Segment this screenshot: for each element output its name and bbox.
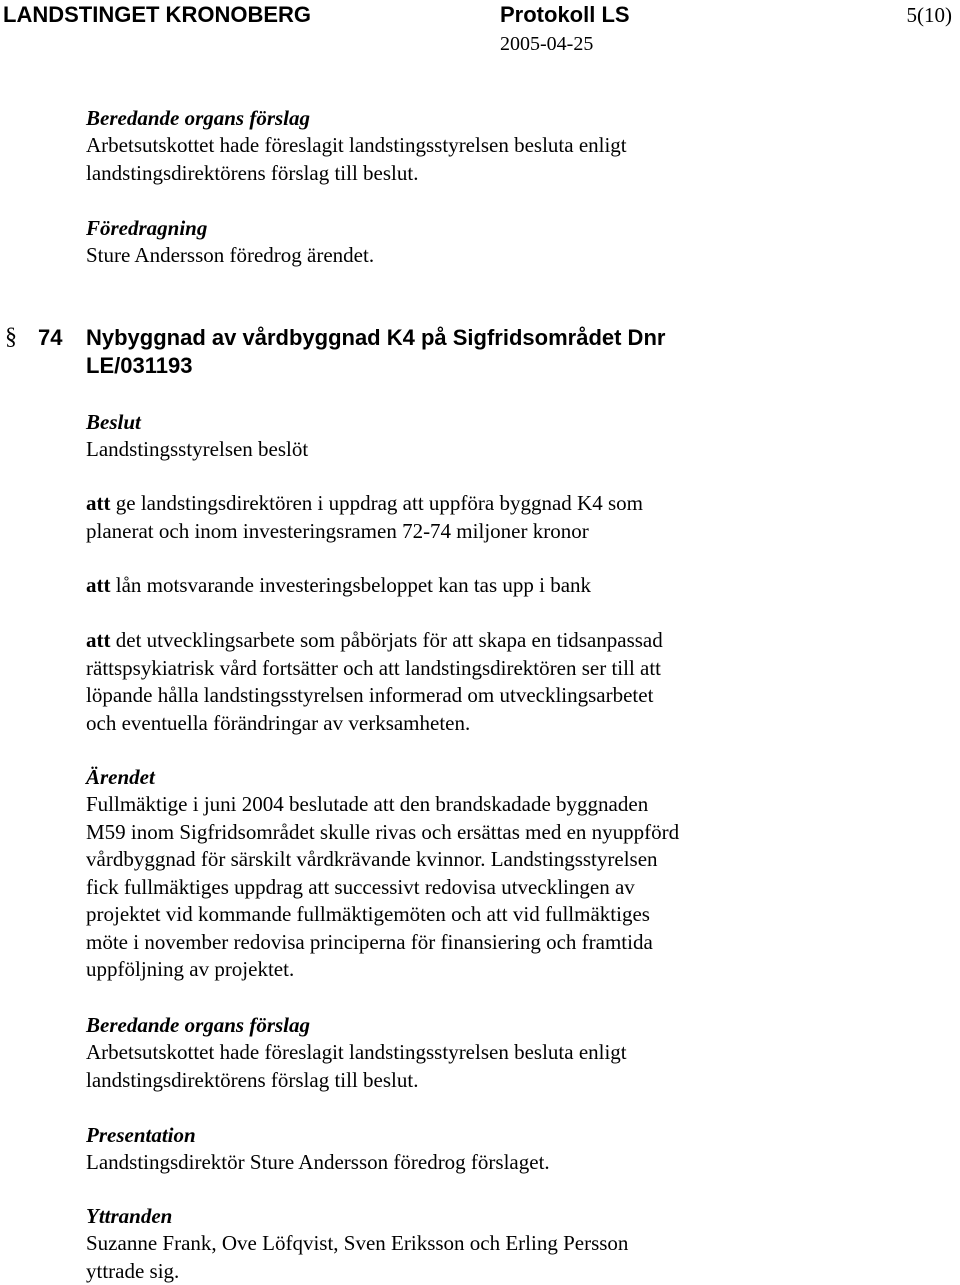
att-clause-1: [86, 490, 643, 545]
att-keyword: att: [86, 491, 111, 515]
page-number: 5(10): [907, 2, 953, 30]
beredande-text-top: [86, 132, 627, 187]
text-line: projektet vid kommande fullmäktigemöten och att vid fullmäktiges: [86, 901, 679, 929]
document-date: 2005-04-25: [500, 31, 593, 59]
beslut-intro: Landstingsstyrelsen beslöt: [86, 436, 308, 464]
text-line: Fullmäktige i juni 2004 beslutade att den brandskadade byggnaden: [86, 791, 679, 819]
text-line: [86, 490, 643, 518]
text-line: löpande hålla landstingsstyrelsen informerad om utvecklingsarbetet: [86, 682, 663, 710]
text-line: M59 inom Sigfridsområdet skulle rivas och ersättas med en nyuppförd: [86, 819, 679, 847]
yttranden-text: [86, 1230, 628, 1285]
section-symbol: §: [5, 322, 17, 352]
text-line: Suzanne Frank, Ove Löfqvist, Sven Eriksson och Erling Persson: [86, 1230, 628, 1258]
clause-text: ge landstingsdirektören i uppdrag att uppföra byggnad K4 som: [111, 491, 643, 515]
text-line: uppföljning av projektet.: [86, 956, 679, 984]
text-line: yttrade sig.: [86, 1258, 628, 1285]
arendet-text: [86, 791, 679, 984]
beredande-text: [86, 1039, 627, 1094]
att-keyword: att: [86, 573, 111, 597]
presentation-text: Landstingsdirektör Sture Andersson föredrog förslaget.: [86, 1149, 550, 1177]
att-clause-2: [86, 572, 591, 600]
yttranden-heading: Yttranden: [86, 1203, 172, 1231]
text-line: Arbetsutskottet hade föreslagit landstingsstyrelsen besluta enligt: [86, 1039, 627, 1067]
text-line: rättspsykiatrisk vård fortsätter och att landstingsdirektören ser till att: [86, 655, 663, 683]
att-clause-3: [86, 627, 663, 737]
foredragning-text: Sture Andersson föredrog ärendet.: [86, 242, 374, 270]
org-name: LANDSTINGET KRONOBERG: [3, 2, 311, 28]
clause-text: lån motsvarande investeringsbeloppet kan tas upp i bank: [111, 573, 592, 597]
text-line: och eventuella förändringar av verksamheten.: [86, 710, 663, 738]
text-line: möte i november redovisa principerna för finansiering och framtida: [86, 929, 679, 957]
clause-text: det utvecklingsarbete som påbörjats för att skapa en tidsanpassad: [111, 628, 663, 652]
beredande-heading-top: Beredande organs förslag: [86, 105, 310, 133]
text-line: planerat och inom investeringsramen 72-74 miljoner kronor: [86, 518, 643, 546]
presentation-heading: Presentation: [86, 1122, 196, 1150]
title-line: LE/031193: [86, 352, 665, 380]
text-line: [86, 627, 663, 655]
beslut-heading: Beslut: [86, 409, 141, 437]
text-line: landstingsdirektörens förslag till beslut.: [86, 1067, 627, 1095]
section-number: 74: [38, 324, 62, 352]
text-line: Arbetsutskottet hade föreslagit landstingsstyrelsen besluta enligt: [86, 132, 627, 160]
arendet-heading: Ärendet: [86, 764, 155, 792]
section-title: [86, 324, 665, 380]
title-line: Nybyggnad av vårdbyggnad K4 på Sigfridsområdet Dnr: [86, 324, 665, 352]
beredande-heading: Beredande organs förslag: [86, 1012, 310, 1040]
text-line: fick fullmäktiges uppdrag att successivt redovisa utvecklingen av: [86, 874, 679, 902]
text-line: landstingsdirektörens förslag till beslut.: [86, 160, 627, 188]
foredragning-heading: Föredragning: [86, 215, 207, 243]
document-title: Protokoll LS: [500, 2, 630, 28]
text-line: [86, 572, 591, 600]
text-line: vårdbyggnad för särskilt vårdkrävande kvinnor. Landstingsstyrelsen: [86, 846, 679, 874]
att-keyword: att: [86, 628, 111, 652]
